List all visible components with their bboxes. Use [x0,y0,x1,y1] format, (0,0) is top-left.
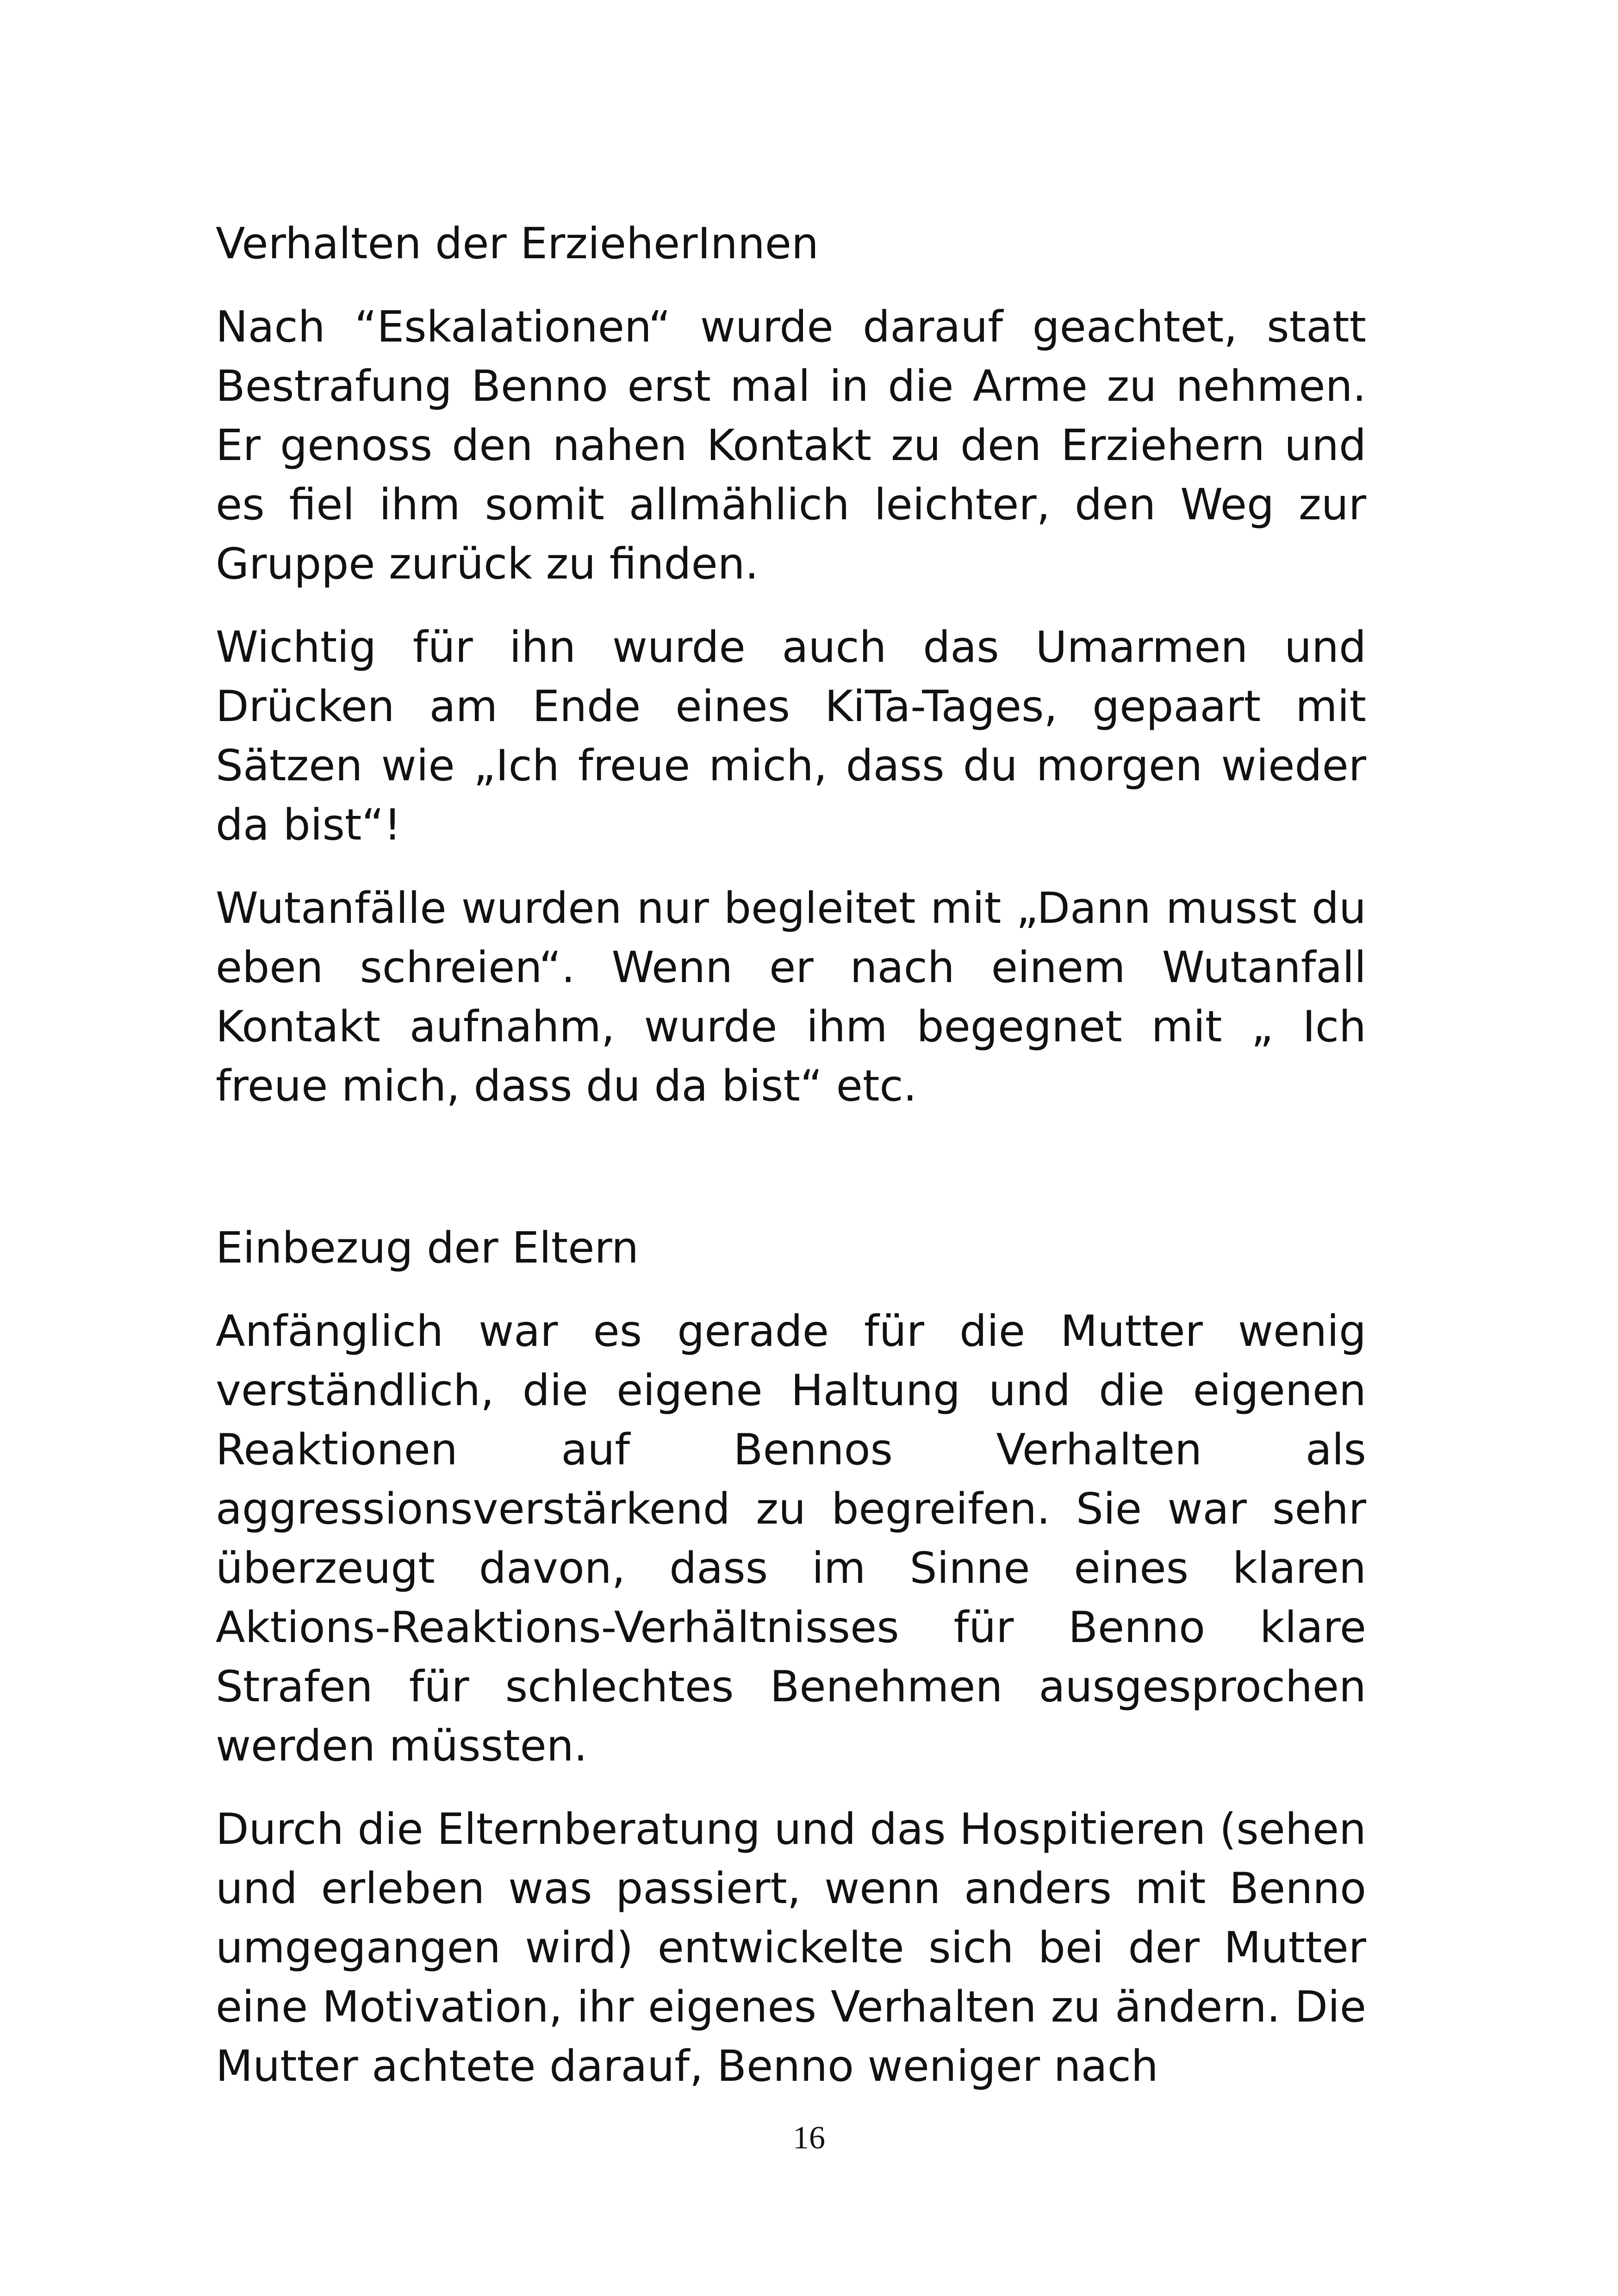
paragraph: Wichtig für ihn wurde auch das Umarmen und Drücken am Ende eines KiTa-Tages, gepaart mit Sätzen wie „Ich freue mich, dass du morgen wieder da bist“! [216,622,1366,850]
section-heading-eltern: Einbezug der Eltern [216,1223,639,1273]
page-number: 16 [793,2120,825,2156]
paragraph: Wutanfälle wurden nur begleitet mit „Dann musst du eben schreien“. Wenn er nach einem Wutanfall Kontakt aufnahm, wurde ihm begegnet mit „ Ich freue mich, dass du da bist“ etc. [216,883,1366,1111]
paragraph: Anfänglich war es gerade für die Mutter wenig verständlich, die eigene Haltung und die eigenen Reaktionen auf Bennos Verhalten als aggressionsverstärkend zu begreifen. Sie war sehr überzeugt davon, dass im Sinne eines klaren Aktions-Reaktions-Verhältnisses für Benno klare Strafen für schlechtes Benehmen ausgesprochen werden müssten. [216,1306,1366,1771]
section-heading-erzieherinnen: Verhalten der ErzieherInnen [216,218,819,268]
paragraph: Nach “Eskalationen“ wurde darauf geachtet, statt Bestrafung Benno erst mal in die Arme zu nehmen. Er genoss den nahen Kontakt zu den Erziehern und es fiel ihm somit allmählich leichter, den Weg zur Gruppe zurück zu finden. [216,302,1366,589]
page-content [216,214,1366,2120]
paragraph: Durch die Elternberatung und das Hospitieren (sehen und erleben was passiert, wenn anders mit Benno umgegangen wird) entwickelte sich bei der Mutter eine Motivation, ihr eigenes Verhalten zu ändern. Die Mutter achtete darauf, Benno weniger nach [216,1804,1366,2091]
section-spacer [216,1139,1366,1218]
